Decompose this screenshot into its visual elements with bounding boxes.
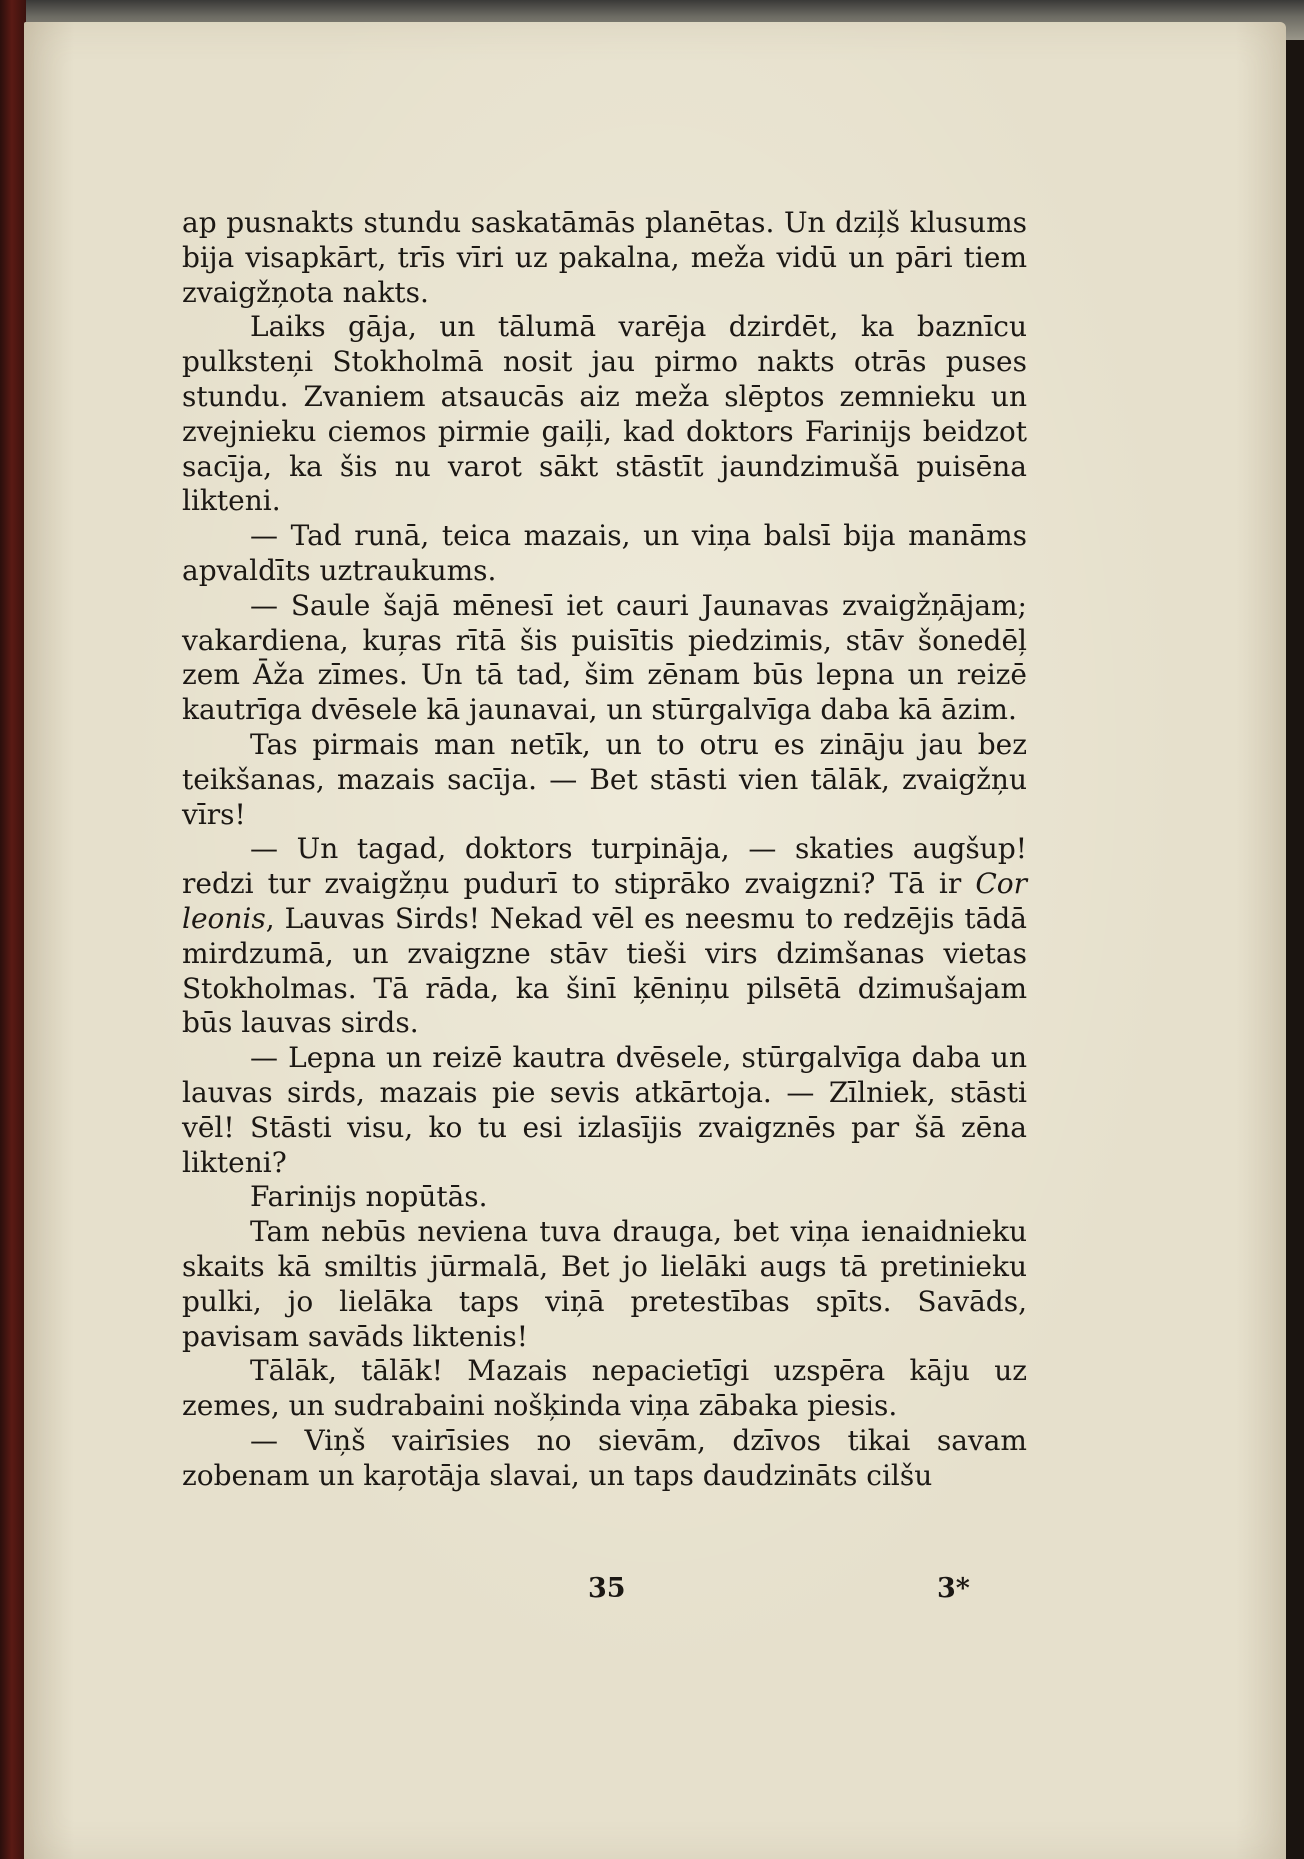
- body-text: [182, 206, 1027, 1493]
- paragraph-10: Tālāk, tālāk! Mazais nepacietīgi uzspēra kāju uz zemes, un sudrabaini nošķinda viņa zābaka piesis.: [182, 1354, 1027, 1423]
- paragraph-9: Tam nebūs neviena tuva drauga, bet viņa ienaidnieku skaits kā smiltis jūrmalā, Bet jo lielāki augs tā pretinieku pulki, jo lielāka taps viņā pretestības spīts. Savāds, pavisam savāds liktenis!: [182, 1215, 1027, 1353]
- paragraph-6: [182, 832, 1027, 1041]
- paragraph-11: — Viņš vairīsies no sievām, dzīvos tikai savam zobenam un kaŗotāja slavai, un taps daudzināts cilšu: [182, 1423, 1027, 1492]
- paragraph-1: ap pusnakts stundu saskatāmās planētas. Un dziļš klusums bija visapkārt, trīs vīri uz pakalna, meža vidū un pāri tiem zvaigžņota nakts.: [182, 206, 1027, 309]
- paragraph-8: Farinijs nopūtās.: [250, 1180, 488, 1214]
- paragraph-2: Laiks gāja, un tālumā varēja dzirdēt, ka baznīcu pulksteņi Stokholmā nosit jau pirmo nakts otrās puses stundu. Zvaniem atsaucās aiz meža slēptos zemnieku un zvejnieku ciemos pirmie gaiļi, kad doktors Farinijs beidzot sacīja, ka šis nu varot sākt stāstīt jaundzimušā puisēna likteni.: [182, 310, 1027, 518]
- page-number: 35: [588, 1573, 626, 1604]
- paragraph-7: — Lepna un reizē kautra dvēsele, stūrgalvīga daba un lauvas sirds, mazais pie sevis atkārtoja. — Zīlniek, stāsti vēl! Stāsti visu, ko tu esi izlasījis zvaigznēs par šā zēna likteni?: [182, 1041, 1027, 1179]
- paragraph-6-start: — Un tagad, doktors turpināja, — skaties augšup! redzi tur zvaigžņu pudurī to stiprāko zvaigzni? Tā ir: [182, 832, 1027, 901]
- book-spine-edge: [0, 0, 26, 1859]
- signature-mark: 3*: [937, 1573, 970, 1604]
- paragraph-4: — Saule šajā mēnesī iet cauri Jaunavas zvaigžņājam; vakardiena, kuŗas rītā šis puisītis piedzimis, stāv šonedēļ zem Āža zīmes. Un tā tad, šim zēnam būs lepna un reizē kautrīga dvēsele kā jaunavai, un stūrgalvīga daba kā āzim.: [182, 588, 1027, 727]
- paragraph-5: Tas pirmais man netīk, un to otru es zināju jau bez teikšanas, mazais sacīja. — Bet stāsti vien tālāk, zvaigžņu vīrs!: [182, 727, 1027, 831]
- paragraph-3: — Tad runā, teica mazais, un viņa balsī bija manāms apvaldīts uztraukums.: [182, 519, 1027, 587]
- italic-term: Cor leonis: [182, 867, 1027, 935]
- paragraph-6-end: , Lauvas Sirds! Nekad vēl es neesmu to redzējis tādā mirdzumā, un zvaigzne stāv tieši virs dzimšanas vietas Stokholmas. Tā rāda, ka šinī ķēniņu pilsētā dzimušajam būs lauvas sirds.: [182, 901, 1027, 1040]
